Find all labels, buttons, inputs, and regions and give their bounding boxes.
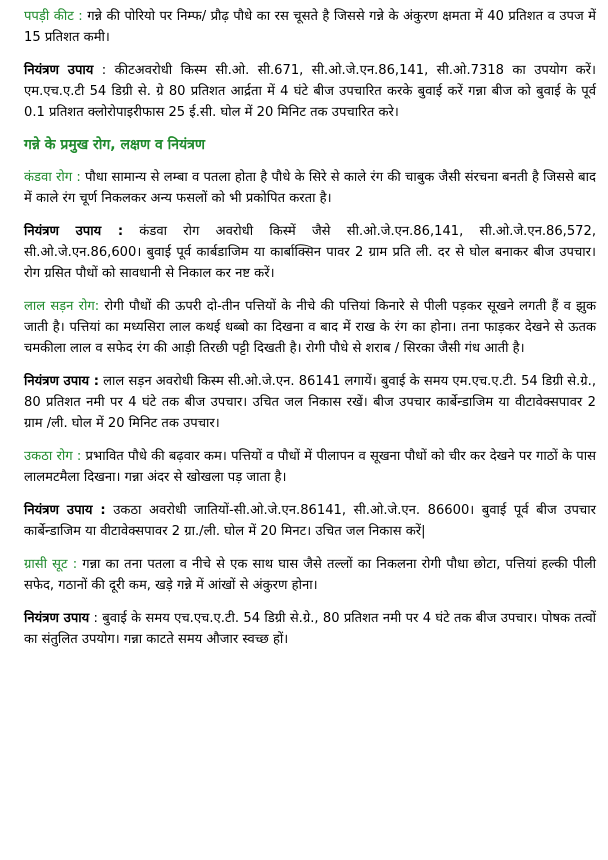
scale-insect-control-label: नियंत्रण उपाय [24,63,94,78]
smut-disease-paragraph [24,167,596,209]
red-rot-disease-paragraph [24,296,596,359]
scale-insect-control-text: : कीटअवरोधी किस्म सी.ओ. सी.671, सी.ओ.जे.एन.86,141, सी.ओ.7318 का उपयोग करें। एम.एच.ए.टी 54 डिग्री से. ग्रे 80 प्रतिशत आर्द्रता में 4 घंटे बीज उपचारित करके बुवाई करें गन्ना बीज को बुवाई के पूर्व 0.1 प्रतिशत क्लोरोपाइरीफास 25 ई.सी. घोल में 20 मिनिट तक उपचारित करे। [24,63,596,120]
red-rot-control-label: नियंत्रण उपाय : [24,374,99,389]
pest-scale-insect-paragraph [24,6,596,48]
wilt-control-paragraph [24,500,596,542]
red-rot-disease-text: रोगी पौधों की ऊपरी दो-तीन पत्तियों के नीचे की पत्तियां किनारे से पीली पड़कर सूखने लगती हैं व झुक जाती है। पत्तियां का मध्यसिरा लाल कथई धब्बो का दिखना व बाद में राख के रंग का होना। तना फाड़कर देखने से ऊतक चमकीला लाल व सफेद रंग की आड़ी तिरछी पट्टी दिखती है। रोगी पौधे से शराब / सिरका जैसी गंध आती है। [24,299,596,356]
grassy-shoot-control-label: नियंत्रण उपाय [24,611,90,626]
smut-control-text: कंडवा रोग अवरोधी किस्में जैसे सी.ओ.जे.एन.86,141, सी.ओ.जे.एन.86,572, सी.ओ.जे.एन.86,600। बुवाई पूर्व कार्बडाजिम या कार्बाक्सिन पावर 2 ग्राम प्रति ली. दर से घोल बनाकर बीज उपचार। रोग ग्रसित पौधों को सावधानी से निकाल कर नष्ट करें। [24,224,596,281]
red-rot-disease-label: लाल सड़न रोग: [24,299,100,314]
pest-scale-insect-label: पपड़ी कीट : [24,9,83,24]
grassy-shoot-disease-paragraph [24,554,596,596]
smut-control-paragraph [24,221,596,284]
grassy-shoot-control-text: : बुवाई के समय एच.एच.ए.टी. 54 डिग्री से.ग्रे., 80 प्रतिशत नमी पर 4 घंटे तक बीज उपचार। पोषक तत्वों का संतुलित उपयोग। गन्ना काटते समय औजार स्वच्छ हों। [24,611,596,647]
wilt-disease-label: उकठा रोग : [24,449,82,464]
wilt-disease-paragraph [24,446,596,488]
grassy-shoot-disease-text: गन्ना का तना पतला व नीचे से एक साथ घास जैसे तल्लों का निकलना रोगी पौधा छोटा, पत्तियां हल्की पीली सफेद, गठानों की दूरी कम, खड़े गन्ने में आंखों से अंकुरण होना। [24,557,596,593]
wilt-disease-text: प्रभावित पौधे की बढ़वार कम। पत्तियों व पौधों में पीलापन व सूखना पौधों को चीर कर देखने पर गाठों के पास लालमटमैला दिखना। गन्ना अंदर से खोखला पड़ जाता है। [24,449,596,485]
wilt-control-label: नियंत्रण उपाय : [24,503,106,518]
smut-disease-label: कंडवा रोग : [24,170,81,185]
diseases-section-heading: गन्ने के प्रमुख रोग, लक्षण व नियंत्रण [24,137,206,153]
scale-insect-control-paragraph [24,60,596,123]
red-rot-control-text: लाल सड़न अवरोधी किस्म सी.ओ.जे.एन. 86141 लगायें। बुवाई के समय एम.एच.ए.टी. 54 डिग्री से.ग्रे., 80 प्रतिशत नमी पर 4 घंटे तक बीज उपचार। उचित जल निकास रखें। बीज उपचार कार्बेन्डाजिम या वीटावेक्सपावर 2 ग्राम /ली. घोल में 20 मिनिट तक उपचार। [24,374,596,431]
red-rot-control-paragraph [24,371,596,434]
smut-disease-text: पौधा सामान्य से लम्बा व पतला होता है पौधे के सिरे से काले रंग की चाबुक जैसी संरचना बनती है जिससे बाद में काले रंग चूर्ण निकलकर अन्य फसलों को भी प्रकोपित करता है। [24,170,596,206]
wilt-control-text: उकठा अवरोधी जातियों-सी.ओ.जे.एन.86141, सी.ओ.जे.एन. 86600। बुवाई पूर्व बीज उपचार कार्बेन्डाजिम या वीटावेक्सपावर 2 ग्रा./ली. घोल में 20 मिनट। उचित जल निकास करें| [24,503,596,539]
grassy-shoot-control-paragraph [24,608,596,650]
pest-scale-insect-text: गन्ने की पोरियो पर निम्फ/ प्रौढ़ पौधे का रस चूसते है जिससे गन्ने के अंकुरण क्षमता में 40 प्रतिशत व उपज में 15 प्रतिशत कमी। [24,9,596,45]
grassy-shoot-disease-label: ग्रासी सूट : [24,557,78,572]
smut-control-label: नियंत्रण उपाय : [24,224,124,239]
